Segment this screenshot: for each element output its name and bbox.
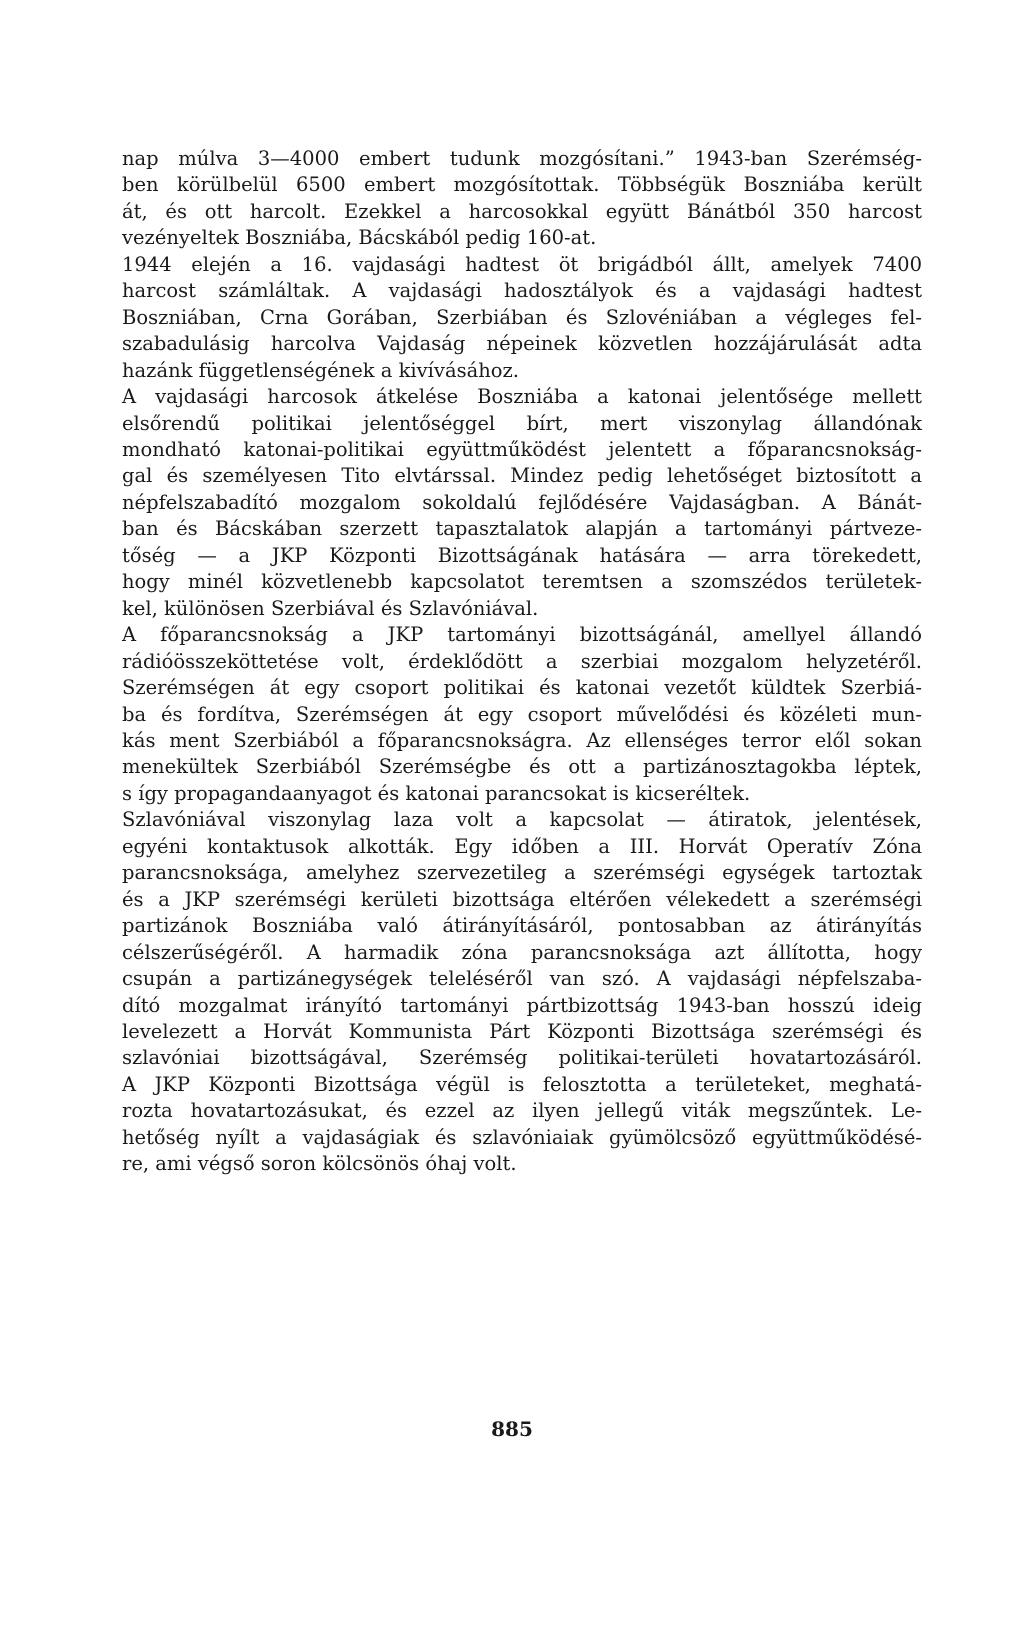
text-line: menekültek Szerbiából Szerémségbe és ott a partizánosztagokba léptek,: [122, 755, 922, 779]
text-line: át, és ott harcolt. Ezekkel a harcosokkal együtt Bánátból 350 harcost: [122, 199, 922, 223]
text-line: rozta hovatartozásukat, és ezzel az ilyen jellegű viták megszűntek. Le-: [122, 1099, 922, 1123]
text-line: 1944 elején a 16. vajdasági hadtest öt brigádból állt, amelyek 7400: [122, 252, 922, 276]
text-line: kás ment Szerbiából a főparancsnokságra. Az ellenséges terror elől sokan: [122, 728, 922, 752]
text-line: célszerűségéről. A harmadik zóna parancsnoksága azt állította, hogy: [122, 940, 922, 964]
text-line: kel, különösen Szerbiával és Szlavóniával.: [122, 596, 539, 620]
text-line: Szlavóniával viszonylag laza volt a kapcsolat — átiratok, jelentések,: [122, 808, 922, 832]
body-text: [122, 146, 922, 1178]
paragraph: [122, 252, 922, 384]
text-line: gal és személyesen Tito elvtárssal. Mindez pedig lehetőséget biztosított a: [122, 464, 922, 488]
text-line: ben körülbelül 6500 embert mozgósítottak. Többségük Boszniába került: [122, 173, 922, 197]
text-line: hazánk függetlenségének a kivívásához.: [122, 358, 519, 382]
text-line: elsőrendű politikai jelentőséggel bírt, mert viszonylag állandónak: [122, 411, 922, 435]
text-line: hetőség nyílt a vajdaságiak és szlavóniaiak gyümölcsöző együttműködésé-: [122, 1125, 922, 1149]
text-line: szlavóniai bizottságával, Szerémség politikai-területi hovatartozásáról.: [122, 1046, 922, 1070]
paragraph: [122, 384, 922, 622]
text-line: parancsnoksága, amelyhez szervezetileg a szerémségi egységek tartoztak: [122, 861, 922, 885]
paragraph: [122, 146, 922, 252]
text-line: szabadulásig harcolva Vajdaság népeinek közvetlen hozzájárulását adta: [122, 332, 922, 356]
text-line: rádióösszeköttetése volt, érdeklődött a szerbiai mozgalom helyzetéről.: [122, 649, 922, 673]
paragraph: [122, 622, 922, 807]
text-line: egyéni kontaktusok alkották. Egy időben a III. Horvát Operatív Zóna: [122, 834, 922, 858]
text-line: Boszniában, Crna Gorában, Szerbiában és Szlovéniában a végleges fel-: [122, 305, 922, 329]
text-line: vezényeltek Boszniába, Bácskából pedig 160-at.: [122, 226, 597, 250]
text-line: re, ami végső soron kölcsönös óhaj volt.: [122, 1152, 517, 1176]
text-line: tőség — a JKP Központi Bizottságának hatására — arra törekedett,: [122, 543, 922, 567]
page-number: 885: [491, 1417, 533, 1441]
text-line: A főparancsnokság a JKP tartományi bizottságánál, amellyel állandó: [122, 623, 922, 647]
text-line: A vajdasági harcosok átkelése Boszniába a katonai jelentősége mellett: [122, 385, 922, 409]
text-line: s így propagandaanyagot és katonai parancsokat is kicseréltek.: [122, 781, 751, 805]
text-line: dító mozgalmat irányító tartományi pártbizottság 1943-ban hosszú ideig: [122, 993, 922, 1017]
text-line: mondható katonai-politikai együttműködést jelentett a főparancsnokság-: [122, 437, 922, 461]
text-line: népfelszabadító mozgalom sokoldalú fejlődésére Vajdaságban. A Bánát-: [122, 490, 922, 514]
text-line: nap múlva 3—4000 embert tudunk mozgósítani.” 1943-ban Szerémség-: [122, 147, 922, 170]
text-line: A JKP Központi Bizottsága végül is felosztotta a területeket, meghatá-: [122, 1072, 922, 1096]
text-line: csupán a partizánegységek teleléséről van szó. A vajdasági népfelszaba-: [122, 967, 922, 991]
text-line: levelezett a Horvát Kommunista Párt Központi Bizottsága szerémségi és: [122, 1019, 922, 1043]
text-line: Szerémségen át egy csoport politikai és katonai vezetőt küldtek Szerbiá-: [122, 676, 922, 700]
text-line: ba és fordítva, Szerémségen át egy csoport művelődési és közéleti mun-: [122, 702, 922, 726]
text-line: ban és Bácskában szerzett tapasztalatok alapján a tartományi pártveze-: [122, 517, 922, 541]
text-line: harcost számláltak. A vajdasági hadosztályok és a vajdasági hadtest: [122, 279, 922, 303]
text-line: és a JKP szerémségi kerületi bizottsága eltérően vélekedett a szerémségi: [122, 887, 922, 911]
paragraph: [122, 807, 922, 1177]
text-line: partizánok Boszniába való átirányításáról, pontosabban az átirányítás: [122, 914, 922, 938]
text-line: hogy minél közvetlenebb kapcsolatot teremtsen a szomszédos területek-: [122, 570, 922, 594]
